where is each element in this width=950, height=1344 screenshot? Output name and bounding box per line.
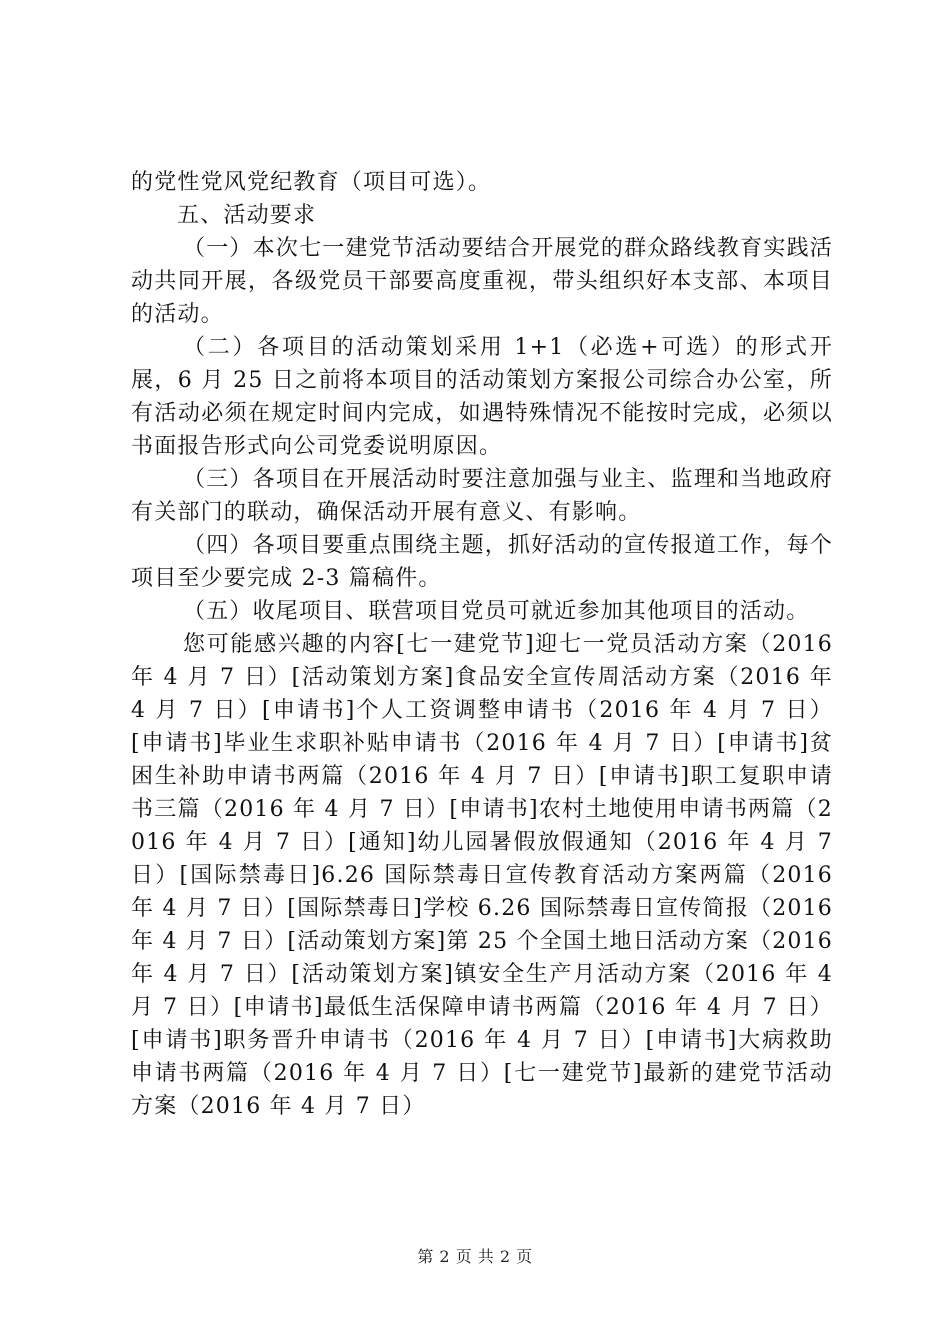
related-content-paragraph: 您可能感兴趣的内容[七一建党节]迎七一党员活动方案（2016 年 4 月 7 日）[活动策划方案]食品安全宣传周活动方案（2016 年 4 月 7 日）[申请书]个人工资调整申请书（2016 年 4 月 7 日）[申请书]毕业生求职补贴申请书（2016 年 4 月 7 日）[申请书]贫困生补助申请书两篇（2016 年 4 月 7 日）[申请书]职工复职申请书三篇（2016 年 4 月 7 日）[申请书]农村土地使用申请书两篇（2016 年 4 月 7 日）[通知]幼儿园暑假放假通知（2016 年 4 月 7 日）[国际禁毒日]6.26 国际禁毒日宣传教育活动方案两篇（2016 年 4 月 7 日）[国际禁毒日]学校 6.26 国际禁毒日宣传简报（2016 年 4 月 7 日）[活动策划方案]第 25 个全国土地日活动方案（2016 年 4 月 7 日）[活动策划方案]镇安全生产月活动方案（2016 年 4 月 7 日）[申请书]最低生活保障申请书两篇（2016 年 4 月 7 日）[申请书]职务晋升申请书（2016 年 4 月 7 日）[申请书]大病救助申请书两篇（2016 年 4 月 7 日）[七一建党节]最新的建党节活动方案（2016 年 4 月 7 日）: [131, 632, 833, 1119]
section-heading-requirements: 五、活动要求: [177, 203, 317, 228]
requirement-item-4: （四）各项目要重点围绕主题，抓好活动的宣传报道工作，每个项目至少要完成 2-3 篇稿件。: [131, 533, 833, 591]
paragraph-continuation: 的党性党风党纪教育（项目可选）。: [131, 170, 492, 195]
requirement-item-5: （五）收尾项目、联营项目党员可就近参加其他项目的活动。: [183, 599, 810, 624]
requirement-item-1: （一）本次七一建党节活动要结合开展党的群众路线教育实践活动共同开展，各级党员干部要高度重视，带头组织好本支部、本项目的活动。: [131, 236, 833, 327]
requirement-item-3: （三）各项目在开展活动时要注意加强与业主、监理和当地政府有关部门的联动，确保活动开展有意义、有影响。: [131, 467, 833, 525]
requirement-item-2: （二）各项目的活动策划采用 1+1（必选+可选）的形式开展，6 月 25 日之前将本项目的活动策划方案报公司综合办公室，所有活动必须在规定时间内完成，如遇特殊情况不能按时完成，必须以书面报告形式向公司党委说明原因。: [131, 335, 833, 459]
document-body: [131, 166, 833, 1123]
page-footer: 第 2 页 共 2 页: [417, 1247, 533, 1266]
